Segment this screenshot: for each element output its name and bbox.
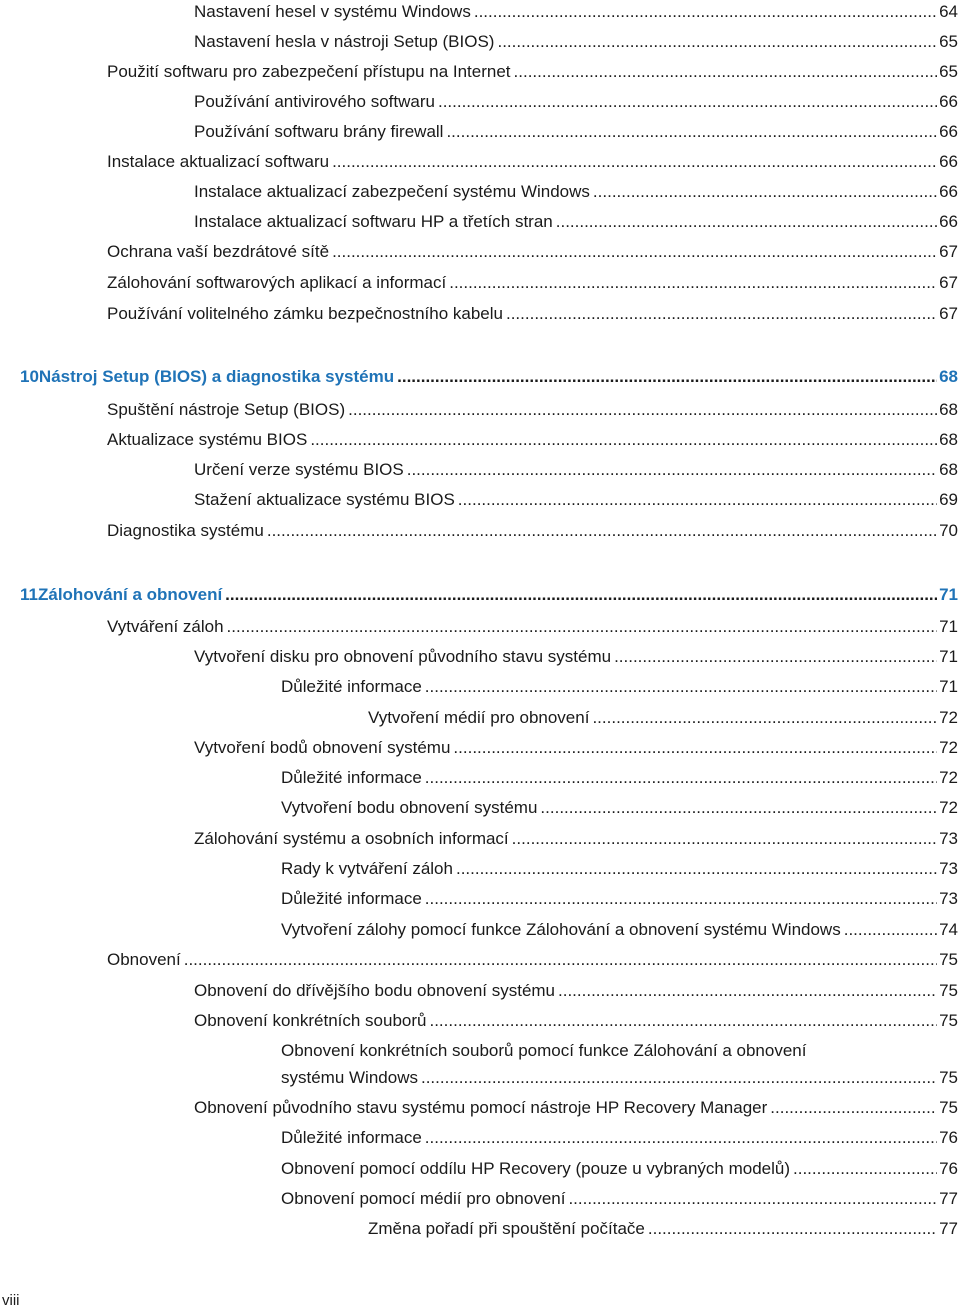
toc-entry-title: Použití softwaru pro zabezpečení přístupu na Internet — [107, 62, 511, 81]
toc-entry[interactable] — [107, 519, 958, 543]
toc-entry-title: Určení verze systému BIOS — [194, 460, 404, 479]
toc-entry[interactable] — [107, 302, 958, 326]
toc-entry[interactable] — [194, 458, 958, 482]
toc-entry-title: Důležité informace — [281, 1128, 422, 1147]
toc-entry[interactable] — [194, 210, 958, 234]
toc-entry-title: Obnovení konkrétních souborů — [194, 1011, 427, 1030]
toc-entry-title: Obnovení — [107, 950, 181, 969]
toc-page-number: 66 — [939, 92, 958, 111]
toc-entry-title: Důležité informace — [281, 889, 422, 908]
toc-entry[interactable] — [107, 150, 958, 174]
dot-leader — [310, 428, 937, 452]
toc-page-number: 68 — [939, 430, 958, 449]
toc-page-number: 71 — [939, 617, 958, 636]
dot-leader — [227, 615, 938, 639]
dot-leader — [514, 60, 938, 84]
dot-leader — [332, 240, 937, 264]
chapter-title: Zálohování a obnovení — [37, 585, 223, 604]
toc-entry[interactable] — [107, 271, 958, 295]
toc-entry-title: Vytváření záloh — [107, 617, 224, 636]
toc-entry-title: Obnovení pomocí oddílu HP Recovery (pouze u vybraných modelů) — [281, 1159, 791, 1178]
dot-leader — [648, 1217, 937, 1241]
toc-entry[interactable] — [194, 645, 958, 669]
toc-page-number: 65 — [939, 32, 958, 51]
dot-leader — [474, 0, 937, 24]
dot-leader — [446, 120, 937, 144]
toc-page-number: 75 — [939, 1068, 958, 1087]
toc-entry-title: Rady k vytváření záloh — [281, 859, 453, 878]
toc-page-number: 71 — [939, 647, 958, 666]
toc-page-number: 74 — [939, 920, 958, 939]
toc-page-number: 71 — [939, 585, 958, 604]
dot-leader — [429, 1009, 937, 1033]
toc-entry-title: Aktualizace systému BIOS — [107, 430, 308, 449]
toc-entry[interactable] — [281, 1126, 958, 1150]
toc-page-number: 72 — [939, 708, 958, 727]
toc-entry[interactable] — [194, 827, 958, 851]
dot-leader — [425, 675, 937, 699]
toc-page-number: 77 — [939, 1189, 958, 1208]
dot-leader — [425, 766, 937, 790]
chapter-number: 10 — [20, 367, 39, 386]
toc-page-number: 73 — [939, 829, 958, 848]
toc-entry-title: Vytvoření bodů obnovení systému — [194, 738, 451, 757]
dot-leader — [397, 365, 937, 389]
toc-entry-title: Zálohování softwarových aplikací a informací — [107, 273, 447, 292]
toc-entry-title: Spuštění nástroje Setup (BIOS) — [107, 400, 346, 419]
toc-chapter-entry[interactable] — [20, 583, 958, 607]
toc-entry-title: Používání volitelného zámku bezpečnostního kabelu — [107, 304, 503, 323]
dot-leader — [592, 706, 937, 730]
dot-leader — [614, 645, 937, 669]
page-number: viii — [2, 1292, 20, 1309]
toc-entry-title: Instalace aktualizací softwaru — [107, 152, 330, 171]
dot-leader — [458, 488, 937, 512]
toc-entry[interactable] — [194, 736, 958, 760]
toc-page-number: 72 — [939, 768, 958, 787]
toc-entry-title: Instalace aktualizací zabezpečení systému Windows — [194, 182, 590, 201]
dot-leader — [425, 887, 937, 911]
toc-entry[interactable] — [194, 1096, 958, 1120]
toc-entry-title: Vytvoření disku pro obnovení původního stavu systému — [194, 647, 612, 666]
toc-page-number: 73 — [939, 859, 958, 878]
toc-entry[interactable] — [107, 240, 958, 264]
dot-leader — [556, 210, 937, 234]
toc-page-number: 67 — [939, 273, 958, 292]
toc-entry[interactable] — [194, 180, 958, 204]
toc-page-number: 64 — [939, 2, 958, 21]
toc-entry[interactable] — [281, 675, 958, 699]
toc-entry-title: Vytvoření bodu obnovení systému — [281, 798, 538, 817]
toc-entry[interactable] — [194, 0, 958, 24]
toc-page-number: 66 — [939, 212, 958, 231]
toc-entry[interactable] — [281, 1187, 958, 1211]
toc-entry[interactable] — [368, 706, 958, 730]
toc-page-number: 66 — [939, 182, 958, 201]
toc-page-number: 72 — [939, 798, 958, 817]
toc-entry[interactable] — [281, 918, 958, 942]
toc-entry-title-continued: systému Windows — [281, 1068, 418, 1087]
toc-page-number: 76 — [939, 1159, 958, 1178]
toc-entry-title: Nastavení hesel v systému Windows — [194, 2, 471, 21]
toc-entry-title: Nastavení hesla v nástroji Setup (BIOS) — [194, 32, 495, 51]
toc-entry[interactable] — [281, 857, 958, 881]
toc-page-number: 68 — [939, 367, 958, 386]
toc-entry-title: Změna pořadí při spouštění počítače — [368, 1219, 645, 1238]
toc-page-number: 77 — [939, 1219, 958, 1238]
toc-entry-title: Vytvoření médií pro obnovení — [368, 708, 590, 727]
dot-leader — [407, 458, 937, 482]
toc-entry[interactable] — [194, 30, 958, 54]
chapter-title: Nástroj Setup (BIOS) a diagnostika systému — [38, 367, 395, 386]
toc-chapter-entry[interactable] — [20, 365, 958, 389]
toc-entry-title: Vytvoření zálohy pomocí funkce Zálohování a obnovení systému Windows — [281, 920, 841, 939]
toc-page-number: 75 — [939, 1011, 958, 1030]
toc-entry-title: Zálohování systému a osobních informací — [194, 829, 509, 848]
dot-leader — [456, 857, 937, 881]
toc-entry-title: Důležité informace — [281, 677, 422, 696]
chapter-number: 11 — [20, 585, 38, 604]
toc-entry[interactable] — [194, 90, 958, 114]
toc-page-number: 71 — [939, 677, 958, 696]
toc-entry-title: Stažení aktualizace systému BIOS — [194, 490, 455, 509]
toc-page-number: 75 — [939, 1098, 958, 1117]
toc-entry-title: Důležité informace — [281, 768, 422, 787]
toc-entry[interactable] — [368, 1217, 958, 1241]
dot-leader — [540, 796, 937, 820]
dot-leader — [593, 180, 937, 204]
toc-page-number: 65 — [939, 62, 958, 81]
dot-leader — [184, 948, 937, 972]
toc-entry[interactable] — [107, 615, 958, 639]
dot-leader — [438, 90, 937, 114]
toc-entry[interactable] — [194, 1009, 958, 1033]
toc-entry[interactable] — [194, 120, 958, 144]
dot-leader — [449, 271, 937, 295]
toc-entry-title: Instalace aktualizací softwaru HP a třetích stran — [194, 212, 553, 231]
toc-page-number: 68 — [939, 460, 958, 479]
toc-page-number: 68 — [939, 400, 958, 419]
toc-entry-title: Ochrana vaší bezdrátové sítě — [107, 242, 330, 261]
dot-leader — [770, 1096, 937, 1120]
dot-leader — [421, 1066, 937, 1090]
dot-leader — [497, 30, 937, 54]
dot-leader — [558, 979, 937, 1003]
dot-leader — [225, 583, 937, 607]
toc-entry[interactable] — [194, 488, 958, 512]
toc-entry[interactable] — [107, 948, 958, 972]
toc-entry[interactable] — [281, 1039, 958, 1090]
toc-entry[interactable] — [107, 398, 958, 422]
toc-entry[interactable] — [281, 766, 958, 790]
toc-entry[interactable] — [107, 428, 958, 452]
dot-leader — [793, 1157, 937, 1181]
dot-leader — [844, 918, 937, 942]
toc-page-number: 75 — [939, 981, 958, 1000]
toc-page-number: 75 — [939, 950, 958, 969]
toc-page-number: 73 — [939, 889, 958, 908]
toc-entry[interactable] — [281, 887, 958, 911]
toc-page-number: 69 — [939, 490, 958, 509]
toc-entry-title: Používání softwaru brány firewall — [194, 122, 444, 141]
toc-entry-title: Obnovení konkrétních souborů pomocí funkce Zálohování a obnovení — [281, 1041, 807, 1060]
toc-page-number: 67 — [939, 242, 958, 261]
toc-page-number: 72 — [939, 738, 958, 757]
toc-entry[interactable] — [107, 60, 958, 84]
dot-leader — [332, 150, 937, 174]
toc-page-number: 67 — [939, 304, 958, 323]
toc-entry[interactable] — [194, 979, 958, 1003]
toc-entry-title: Obnovení do dřívějšího bodu obnovení systému — [194, 981, 556, 1000]
dot-leader — [512, 827, 937, 851]
dot-leader — [425, 1126, 937, 1150]
toc-page-number: 76 — [939, 1128, 958, 1147]
toc-page-number: 66 — [939, 152, 958, 171]
toc-entry-title: Obnovení pomocí médií pro obnovení — [281, 1189, 566, 1208]
dot-leader — [453, 736, 937, 760]
dot-leader — [568, 1187, 937, 1211]
toc-entry-title: Obnovení původního stavu systému pomocí nástroje HP Recovery Manager — [194, 1098, 768, 1117]
toc-page-number: 70 — [939, 521, 958, 540]
toc-entry[interactable] — [281, 796, 958, 820]
toc-entry-title: Používání antivirového softwaru — [194, 92, 435, 111]
toc-entry-title: Diagnostika systému — [107, 521, 264, 540]
dot-leader — [506, 302, 937, 326]
dot-leader — [348, 398, 937, 422]
toc-entry[interactable] — [281, 1157, 958, 1181]
toc-page-number: 66 — [939, 122, 958, 141]
dot-leader — [267, 519, 937, 543]
